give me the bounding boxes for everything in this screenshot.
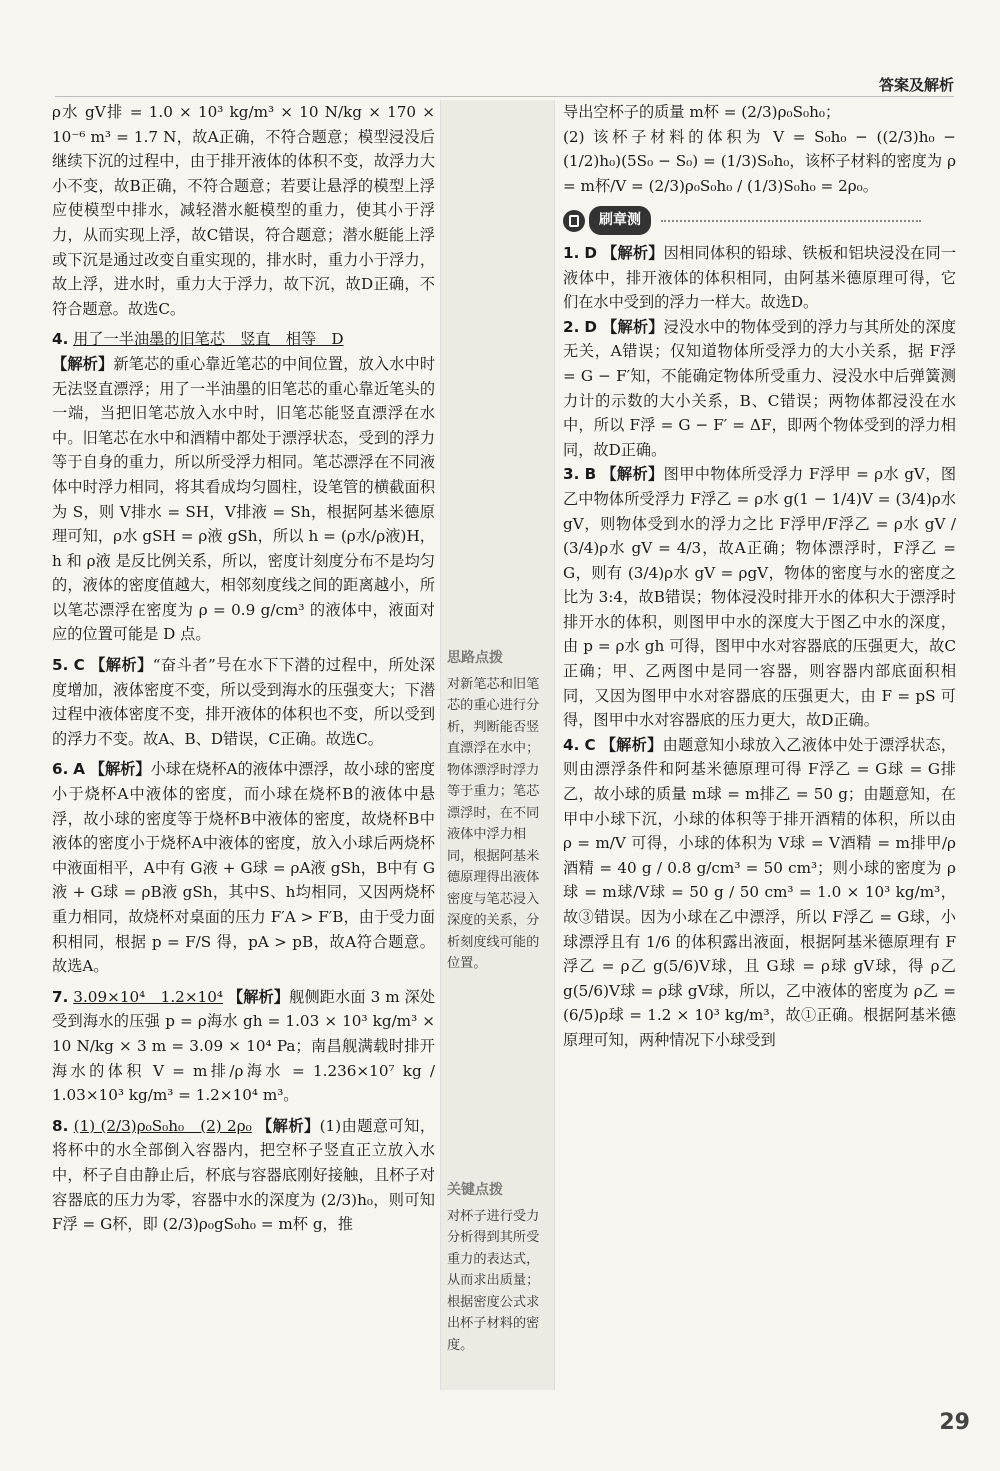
r-q1-tag: 【解析】 xyxy=(602,243,664,262)
r-q1-answer: D xyxy=(584,243,597,262)
header-rule xyxy=(55,96,954,97)
q4-text: 新笔芯的重心靠近笔芯的中间位置，放入水中时无法竖直漂浮；用了一半油墨的旧笔芯的重心靠近笔头的一端，当把旧笔芯放入水中时，旧笔芯能竖直漂浮在水中。旧笔芯在水中和酒精中都处于漂浮状态，受到的浮力等于自身的重力，所以所受浮力相同。笔芯漂浮在不同液体中时浮力相同，将其看成均匀圆柱，设笔管的横截面积为 S，则 V排水 = SH，V排液 = Sh，根据阿基米德原理可知，ρ水 gSH = ρ液 gSh，所以 h = (ρ水/ρ液)H，h 和 ρ液 是反比例关系，所以，密度计刻度分布不是均匀的，液体的密度值越大，相邻刻度线之间的距离越小，所以笔芯漂浮在密度为 ρ = 0.9 g/cm³ 的液体中，液面对应的位置可能是 D 点。 xyxy=(52,354,436,644)
side-note-thinking-text: 对新笔芯和旧笔芯的重心进行分析，判断能否竖直漂浮在水中；物体漂浮时浮力等于重力；笔芯漂浮时，在不同液体中浮力相同，根据阿基米德原理得出液体密度与笔芯浸入深度的关系，分析刻度线可能的位置。 xyxy=(447,676,540,971)
r-q1-number: 1. xyxy=(563,243,580,262)
r-q2-text: 浸没水中的物体受到的浮力与其所处的深度无关，A错误；仅知道物体所受浮力的大小关系，据 F浮 = G − F′知，不能确定物体所受重力、浸没水中后弹簧测力计的示数的大小关系，B、C错误；两物体都浸没在水中，所以 F浮 = G − F′ = ΔF，即两个物体受到的浮力相同，故D正确。 xyxy=(563,317,957,459)
r-q3-answer: B xyxy=(584,465,597,484)
r-q4-number: 4. xyxy=(563,735,580,754)
left-q4-analysis xyxy=(52,352,435,647)
side-note-key-head: 关键点拨 xyxy=(447,1182,503,1198)
r-q3-tag: 【解析】 xyxy=(601,465,664,484)
left-q8 xyxy=(52,1114,435,1237)
q6-tag: 【解析】 xyxy=(89,760,151,779)
q7-number: 7. xyxy=(52,987,69,1006)
right-para-1: 导出空杯子的质量 m杯 = (2/3)ρ₀S₀h₀； xyxy=(563,103,841,121)
header-title: 答案及解析 xyxy=(878,76,954,94)
section-title: 刷章测 xyxy=(589,206,651,235)
q4-answer: 用了一半油墨的旧笔芯 竖直 相等 D xyxy=(73,330,344,349)
q7-text: 舰侧距水面 3 m 深处受到海水的压强 p = ρ海水 gh = 1.03 × 10³ kg/m³ × 10 N/kg × 3 m = 3.09 × 10⁴ Pa；南昌舰满载时排开海水的体积 V = m排/ρ海水 = 1.236×10⁷ kg / 1.03×10³ kg/m³ = 1.2×10⁴ m³。 xyxy=(52,987,436,1105)
q6-text: 小球在烧杯A的液体中漂浮，故小球的密度小于烧杯A中液体的密度，而小球在烧杯B的液体中悬浮，故小球的密度等于烧杯B中液体的密度，故烧杯B中液体的密度小于烧杯A中液体的密度，放入小球后两烧杯中液面相平，A中有 G液 + G球 = ρA液 gSh，B中有 G液 + G球 = ρB液 gSh，其中S、h均相同，又因两烧杯重力相同，故烧杯对桌面的压力 F′A > F′B，由于受力面积相同，根据 p = F/S 得，pA > pB，故A符合题意。故选A。 xyxy=(52,760,436,976)
right-q1 xyxy=(563,241,956,315)
left-q5 xyxy=(52,653,435,751)
q6-number: 6. xyxy=(52,760,69,779)
right-q4 xyxy=(563,733,956,1053)
side-note-thinking-head: 思路点拨 xyxy=(447,650,503,666)
q5-text: “奋斗者”号在水下下潜的过程中，所处深度增加，液体密度不变，所以受到海水的压强变大；下潜过程中液体密度不变，排开液体的体积也不变，所以受到的浮力不变。故A、B、D错误，C正确。故选C。 xyxy=(52,656,436,748)
q8-answer: (1) (2/3)ρ₀S₀h₀ (2) 2ρ₀ xyxy=(73,1116,252,1135)
left-para-0: ρ水 gV排 = 1.0 × 10³ kg/m³ × 10 N/kg × 170 × 10⁻⁶ m³ = 1.7 N，故A正确，不符合题意；模型浸没后继续下沉的过程中，由于排开液体的体积不变，故浮力大小不变，故B正确，不符合题意；若要让悬浮的模型上浮应使模型中排水，减轻潜水艇模型的重力，使其小于浮力，从而实现上浮，故C错误，符合题意；潜水艇能上浮或下沉是通过改变自重实现的，排水时，重力小于浮力，故上浮，进水时，重力大于浮力，故下沉，故D正确，不符合题意。故选C。 xyxy=(52,103,435,318)
left-column xyxy=(52,100,435,1237)
r-q3-number: 3. xyxy=(563,465,580,484)
left-q4-answer xyxy=(52,327,435,352)
r-q2-tag: 【解析】 xyxy=(602,317,664,336)
left-q6 xyxy=(52,757,435,978)
q6-answer: A xyxy=(73,760,85,779)
page-number: 29 xyxy=(939,1410,970,1435)
q8-text: (1)由题意可知，将杯中的水全部倒入容器内，把空杯子竖直正立放入水中，杯子自由静止后，杯底与容器底刚好接触，且杯子对容器底的压力为零，容器中水的深度为 (2/3)h₀，则可知 F浮 = G杯，即 (2/3)ρ₀gS₀h₀ = m杯 g，推 xyxy=(52,1116,436,1234)
q8-number: 8. xyxy=(52,1116,69,1135)
right-q2 xyxy=(563,315,956,463)
r-q2-answer: D xyxy=(584,317,597,336)
brush-icon xyxy=(563,210,585,232)
right-column xyxy=(563,100,956,1053)
q8-tag: 【解析】 xyxy=(257,1116,320,1135)
section-dotted-rule xyxy=(661,220,921,222)
q4-tag: 【解析】 xyxy=(52,354,114,373)
right-q3 xyxy=(563,462,956,733)
q5-tag: 【解析】 xyxy=(90,656,153,675)
r-q3-text: 图甲中物体所受浮力 F浮甲 = ρ水 gV，图乙中物体所受浮力 F浮乙 = ρ水 g(1 − 1/4)V = (3/4)ρ水 gV，则物体受到水的浮力之比 F浮甲/F浮乙 = ρ水 gV / (3/4)ρ水 gV = 4/3，故A正确；物体漂浮时，F浮乙 = G，则有 (3/4)ρ水 gV = ρgV，物体的密度与水的密度之比为 3:4，故B错误；物体浸没时排开水的体积大于漂浮时排开水的体积，则图甲中水的深度大于图乙中水的深度，由 p = ρ水 gh 可得，图甲中水对容器底的压强更大，故C正确；甲、乙两图中是同一容器，则容器内部底面积相同，又因为图甲中水对容器底的压强更大，由 F = pS 可得，图甲中水对容器底的压力更大，故D正确。 xyxy=(563,465,957,730)
r-q4-text: 由题意知小球放入乙液体中处于漂浮状态，则由漂浮条件和阿基米德原理可得 F浮乙 = G球 = G排乙，故小球的质量 m球 = m排乙 = 50 g；由题意知，在甲中小球下沉，小球的体积等于排开酒精的体积，所以由 ρ = m/V 可得，小球的体积为 V球 = V酒精 = m排甲/ρ酒精 = 40 g / 0.8 g/cm³ = 50 cm³；则小球的密度为 ρ球 = m球/V球 = 50 g / 50 cm³ = 1.0 × 10³ kg/m³，故③错误。因为小球在乙中漂浮，所以 F浮乙 = G球，小球漂浮且有 1/6 的体积露出液面，根据阿基米德原理有 F浮乙 = ρ乙 g(5/6)V球，且 G球 = ρ球 gV球，得 ρ乙 g(5/6)V球 = ρ球 gV球，所以，乙中液体的密度为 ρ乙 = (6/5)ρ球 = 1.2 × 10³ kg/m³，故①正确。根据阿基米德原理可知，两种情况下小球受到 xyxy=(563,735,957,1049)
side-notes xyxy=(440,100,555,1390)
section-header xyxy=(563,206,921,235)
q7-tag: 【解析】 xyxy=(227,987,290,1006)
side-note-key-text: 对杯子进行受力分析得到其所受重力的表达式，从而求出质量；根据密度公式求出杯子材料的密度。 xyxy=(447,1208,540,1353)
r-q1-text: 因相同体积的铅球、铁板和铝块浸没在同一液体中，排开液体的体积相同，由阿基米德原理可得，它们在水中受到的浮力一样大。故选D。 xyxy=(563,243,957,312)
q7-answer: 3.09×10⁴ 1.2×10⁴ xyxy=(73,987,223,1006)
side-note-thinking xyxy=(447,648,551,975)
r-q4-answer: C xyxy=(584,735,596,754)
q4-number: 4. xyxy=(52,330,69,349)
right-para-2: (2) 该杯子材料的体积为 V = S₀h₀ − ((2/3)h₀ − (1/2)h₀)(5S₀ − S₀) = (1/3)S₀h₀，该杯子材料的密度为 ρ = m杯/V = (2/3)ρ₀S₀h₀ / (1/3)S₀h₀ = 2ρ₀。 xyxy=(563,127,956,195)
r-q4-tag: 【解析】 xyxy=(600,735,663,754)
q5-answer: C xyxy=(73,656,85,675)
q5-number: 5. xyxy=(52,656,69,675)
side-note-key xyxy=(447,1180,551,1356)
r-q2-number: 2. xyxy=(563,317,580,336)
left-q7 xyxy=(52,985,435,1108)
